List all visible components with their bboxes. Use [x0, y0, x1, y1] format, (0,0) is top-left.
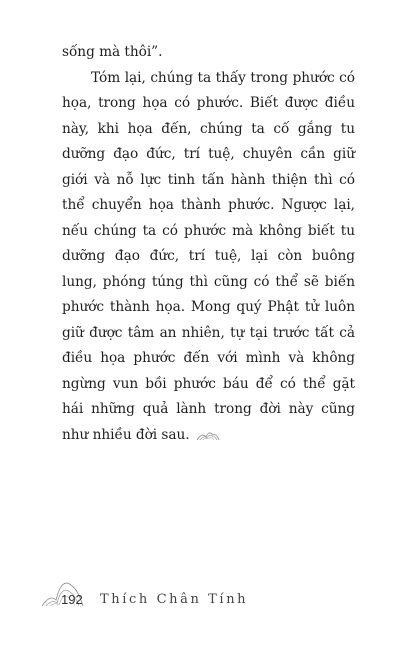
paragraph-main-text: Tóm lại, chúng ta thấy trong phước có họa, trong họa có phước. Biết được điều này, khi họa đến, chúng ta cố gắng tu dưỡng đạo đức, trí tuệ, chuyên cần giữ giới và nỗ lực tinh tấn hành thiện thì có thể chuyển họa thành phước. Ngược lại, nếu chúng ta có phước mà không biết tu dưỡng đạo đức, trí tuệ, lại còn buông lung, phóng túng thì cũng có thể sẽ biến phước thành họa. Mong quý Phật tử luôn giữ được tâm an nhiên, tự tại trước tất cả điều họa phước đến với mình và không ngừng vun bồi phước báu để có thể gặt hái những quả lành trong đời này cũng như nhiều đời sau.: [62, 69, 355, 443]
mountain-end-mark-icon: [196, 429, 220, 441]
page-body: [62, 40, 355, 448]
page-footer: [40, 572, 300, 612]
running-header-author: Thích Chân Tính: [100, 592, 249, 607]
paragraph-main: [62, 66, 355, 449]
page-number: 192: [61, 592, 83, 607]
paragraph-continuation: sống mà thôi”.: [62, 44, 163, 60]
